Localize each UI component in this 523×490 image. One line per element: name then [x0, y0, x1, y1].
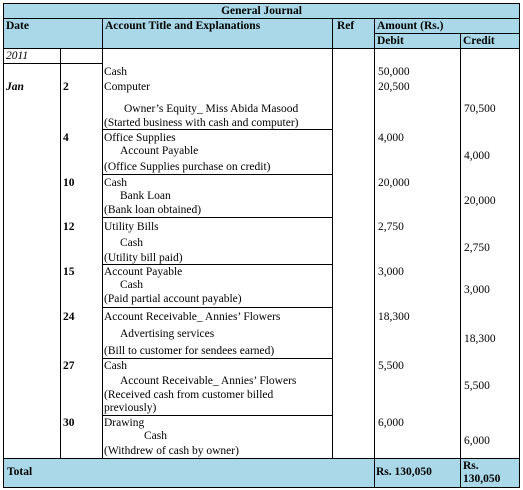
credit-account: Cash [120, 237, 143, 249]
entry-explanation: (Started business with cash and computer) [104, 117, 299, 129]
debit-amount: 20,500 [378, 81, 410, 93]
credit-account: Bank Loan [120, 190, 171, 202]
month-label: Jan [6, 81, 24, 93]
account-col-left [102, 18, 103, 458]
debit-header: Debit [377, 35, 404, 47]
border-left [3, 3, 4, 487]
entry-day: 27 [63, 360, 75, 372]
entry-explanation: (Paid partial account payable) [104, 293, 242, 305]
entry-divider [102, 129, 332, 130]
border-bottom [3, 487, 520, 488]
debit-amount: 4,000 [378, 132, 404, 144]
debit-amount: 6,000 [378, 417, 404, 429]
total-band [3, 458, 519, 487]
credit-amount: 70,500 [464, 103, 496, 115]
credit-amount: 2,750 [464, 242, 490, 254]
entry-explanation: (Utility bill paid) [104, 252, 183, 264]
debit-amount: 18,300 [378, 311, 410, 323]
credit-header: Credit [463, 35, 495, 47]
entry-day: 10 [63, 177, 75, 189]
debit-account: Cash [104, 66, 127, 78]
entry-explanation: (Bill to customer for sendees earned) [104, 345, 275, 357]
border-right [519, 3, 520, 488]
entry-day: 2 [63, 81, 69, 93]
header-bottom-rule [3, 48, 519, 49]
debit-account: Cash [104, 177, 127, 189]
credit-amount: 3,000 [464, 284, 490, 296]
credit-account: Account Receivable_ Annies’ Flowers [120, 375, 297, 387]
entry-day: 15 [63, 266, 75, 278]
credit-account: Owner’s Equity_ Miss Abida Masood [124, 103, 299, 115]
debit-amount: 5,500 [378, 360, 404, 372]
debit-account: Account Receivable_ Annies’ Flowers [104, 311, 281, 323]
credit-account: Cash [120, 279, 143, 291]
credit-account: Cash [144, 430, 167, 442]
debit-account: Office Supplies [104, 132, 176, 144]
entry-explanation: (Withdrew of cash by owner) [104, 445, 239, 457]
account-col-right [332, 18, 333, 458]
border-top [3, 3, 519, 4]
account-header: Account Title and Explanations [105, 20, 261, 32]
credit-account: Account Payable [120, 145, 199, 157]
debit-account: Drawing [104, 417, 145, 429]
debit-amount: 50,000 [378, 66, 410, 78]
year-label: 2011 [6, 50, 29, 62]
debit-amount: 20,000 [378, 177, 410, 189]
entry-divider [102, 174, 332, 175]
date-col-rule [60, 48, 61, 458]
entry-day: 4 [63, 132, 69, 144]
credit-amount: 20,000 [464, 195, 496, 207]
entry-divider [102, 415, 332, 416]
journal-title: General Journal [221, 5, 302, 17]
header-rule [3, 18, 519, 19]
amount-subrule [374, 33, 519, 34]
debit-amount: 2,750 [378, 221, 404, 233]
credit-account: Advertising services [120, 328, 215, 340]
entry-day: 12 [63, 221, 75, 233]
credit-amount: 18,300 [464, 333, 496, 345]
entry-divider [102, 307, 332, 308]
credit-amount: 5,500 [464, 380, 490, 392]
credit-amount: 4,000 [464, 150, 490, 162]
ref-col-right [374, 18, 375, 487]
debit-account: Computer [104, 81, 150, 93]
debit-col-right [460, 33, 461, 487]
entry-explanation: (Received cash from customer billed previously) [104, 389, 274, 414]
entry-divider [102, 217, 332, 218]
ref-header: Ref [337, 20, 355, 32]
debit-account: Utility Bills [104, 221, 159, 233]
entry-explanation: (Office Supplies purchase on credit) [104, 161, 271, 173]
year-rule [3, 63, 102, 64]
total-credit: Rs. 130,050 [463, 460, 501, 485]
total-label: Total [7, 466, 33, 478]
total-debit: Rs. 130,050 [376, 466, 432, 478]
date-header: Date [6, 20, 29, 32]
entry-explanation: (Bank loan obtained) [104, 204, 202, 216]
debit-account: Cash [104, 360, 127, 372]
credit-amount: 6,000 [464, 435, 490, 447]
debit-amount: 3,000 [378, 266, 404, 278]
total-rule [3, 458, 519, 459]
entry-day: 24 [63, 311, 75, 323]
entry-divider [102, 264, 332, 265]
entry-day: 30 [63, 417, 75, 429]
debit-account: Account Payable [104, 266, 183, 278]
amount-header: Amount (Rs.) [377, 20, 444, 32]
entry-divider [102, 358, 332, 359]
